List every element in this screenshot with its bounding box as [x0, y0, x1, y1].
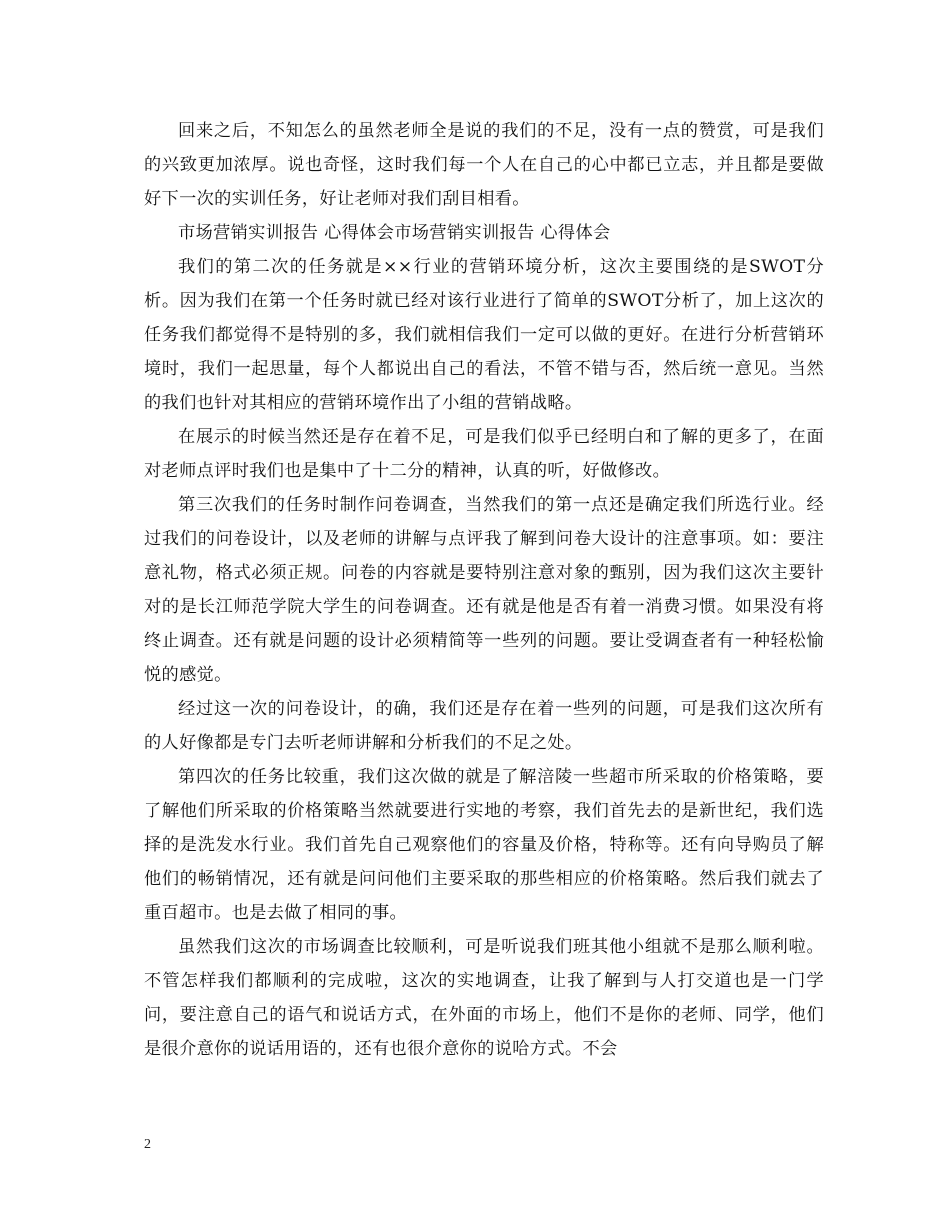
- paragraph-7: 第四次的任务比较重，我们这次做的就是了解涪陵一些超市所采取的价格策略，要了解他们所采取的价格策略当然就要进行实地的考察，我们首先去的是新世纪，我们选择的是洗发水行业。我们首先自己观察他们的容量及价格，特称等。还有向导购员了解他们的畅销情况，还有就是问问他们主要采取的那些相应的价格策略。然后我们就去了重百超市。也是去做了相同的事。: [144, 767, 824, 923]
- paragraph-1: 回来之后，不知怎么的虽然老师全是说的我们的不足，没有一点的赞赏，可是我们的兴致更加浓厚。说也奇怪，这时我们每一个人在自己的心中都已立志，并且都是要做好下一次的实训任务，好让老师对我们刮目相看。: [144, 121, 824, 209]
- paragraph-3: 我们的第二次的任务就是××行业的营销环境分析，这次主要围绕的是SWOT分析。因为我们在第一个任务时就已经对该行业进行了简单的SWOT分析了，加上这次的任务我们都觉得不是特别的多，我们就相信我们一定可以做的更好。在进行分析营销环境时，我们一起思量，每个人都说出自己的看法，不管不错与否，然后统一意见。当然的我们也针对其相应的营销环境作出了小组的营销战略。: [144, 257, 824, 413]
- paragraph-5: 第三次我们的任务时制作问卷调查，当然我们的第一点还是确定我们所选行业。经过我们的问卷设计，以及老师的讲解与点评我了解到问卷大设计的注意事项。如：要注意礼物，格式必须正规。问卷的内容就是要特别注意对象的甄别，因为我们这次主要针对的是长江师范学院大学生的问卷调查。还有就是他是否有着一消费习惯。如果没有将终止调查。还有就是问题的设计必须精简等一些列的问题。要让受调查者有一种轻松愉悦的感觉。: [144, 495, 824, 685]
- paragraph-8: 虽然我们这次的市场调查比较顺利，可是听说我们班其他小组就不是那么顺利啦。不管怎样我们都顺利的完成啦，这次的实地调查，让我了解到与人打交道也是一门学问，要注意自己的语气和说话方式，在外面的市场上，他们不是你的老师、同学，他们是很介意你的说话用语的，还有也很介意你的说哈方式。不会: [144, 937, 824, 1059]
- paragraph-4: 在展示的时候当然还是存在着不足，可是我们似乎已经明白和了解的更多了，在面对老师点评时我们也是集中了十二分的精神，认真的听，好做修改。: [144, 427, 824, 481]
- paragraph-6: 经过这一次的问卷设计，的确，我们还是存在着一些列的问题，可是我们这次所有的人好像都是专门去听老师讲解和分析我们的不足之处。: [144, 699, 824, 753]
- page-number: 2: [144, 1137, 151, 1152]
- paragraph-2: 市场营销实训报告 心得体会市场营销实训报告 心得体会: [178, 223, 611, 243]
- body-text: [144, 114, 824, 1066]
